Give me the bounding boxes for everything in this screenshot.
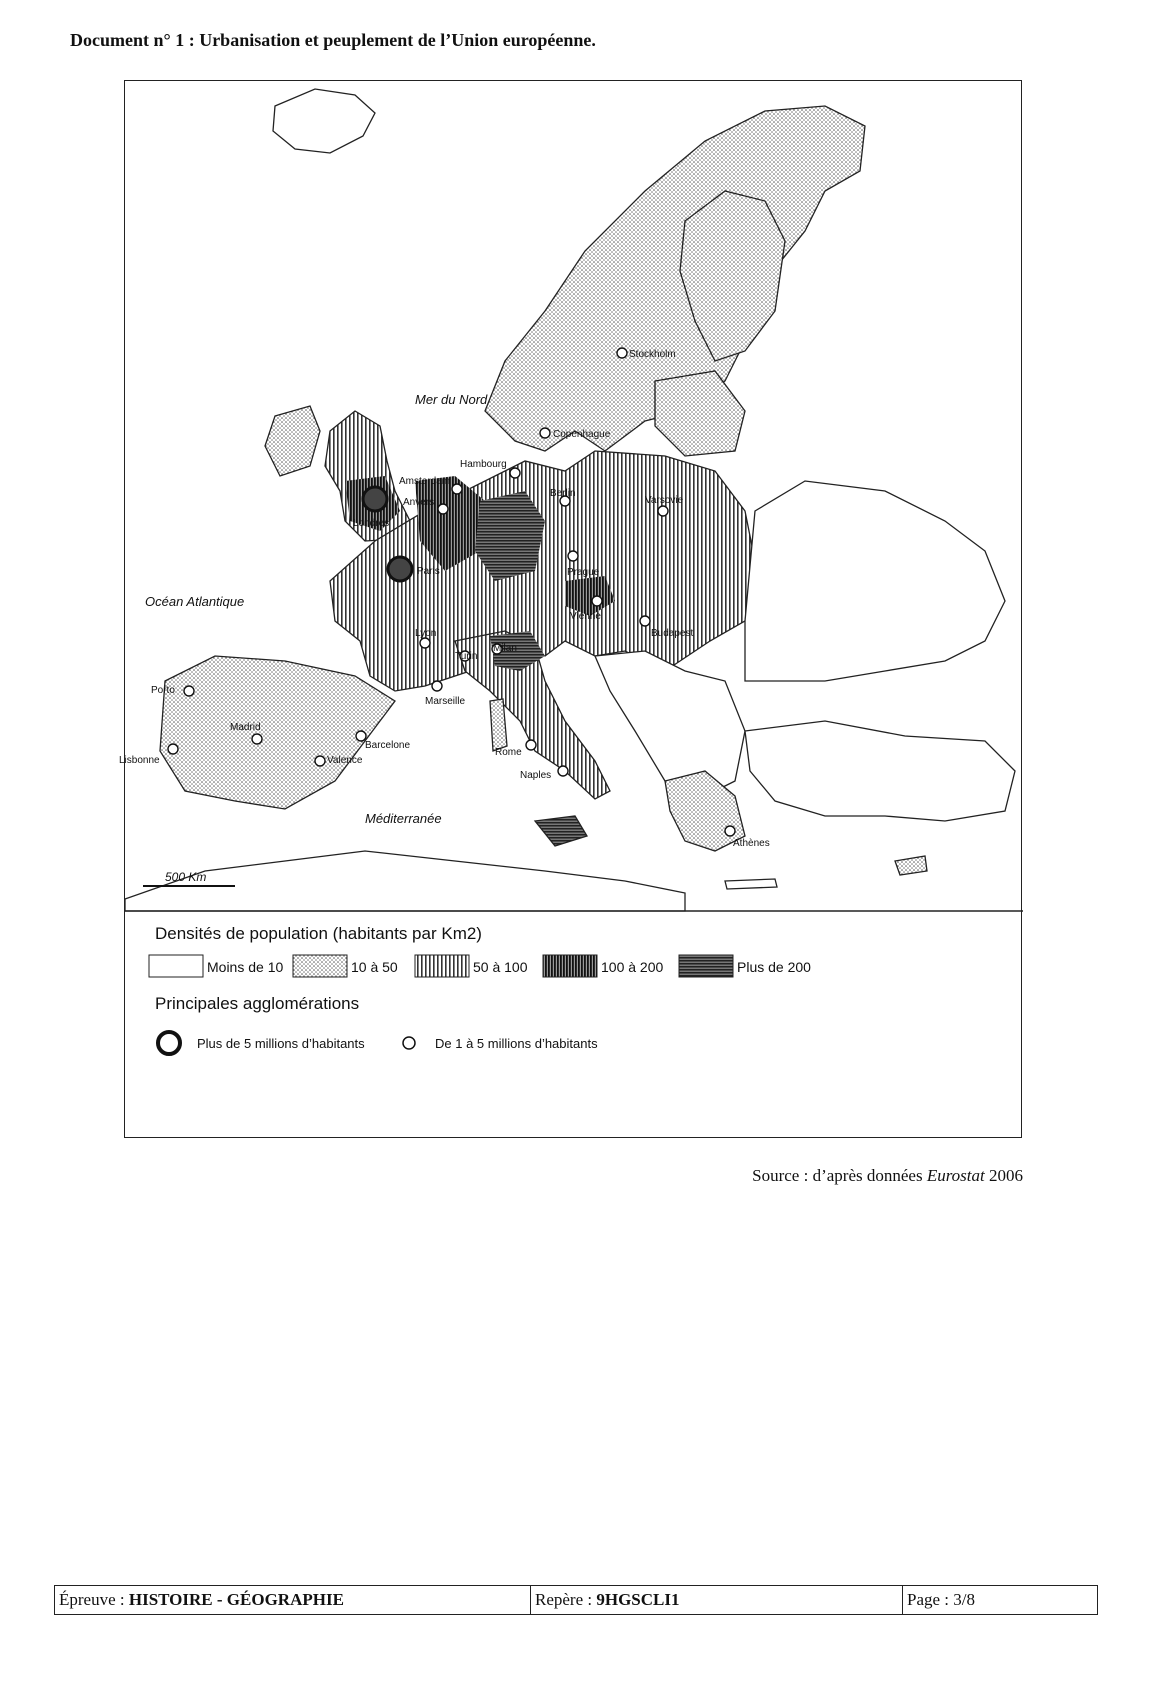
- city-label: Londres: [353, 518, 390, 529]
- legend-class-label: 10 à 50: [351, 959, 398, 975]
- city-label: Stockholm: [629, 349, 676, 360]
- source-year: 2006: [984, 1166, 1023, 1185]
- scale-label: 500 Km: [165, 870, 207, 884]
- city-marker: [558, 766, 568, 776]
- city-marker: [420, 638, 430, 648]
- city-label: Barcelone: [365, 740, 411, 751]
- city-label: Amsterdam: [399, 476, 451, 487]
- baltics-shape: [655, 371, 745, 456]
- europe-density-map: [119, 81, 1023, 1139]
- source-name: Eurostat: [926, 1166, 985, 1185]
- ireland-shape: [265, 406, 320, 476]
- footer-repere: [531, 1586, 903, 1614]
- legend-medium-city-symbol: [403, 1037, 415, 1049]
- source-prefix: Source : d’après données: [752, 1166, 927, 1185]
- legend-large-city-symbol: [158, 1032, 180, 1054]
- iceland-shape: [273, 89, 375, 153]
- city-marker: [184, 686, 194, 696]
- legend-medium-city-label: De 1 à 5 millions d’habitants: [435, 1036, 598, 1051]
- city-marker: [252, 734, 262, 744]
- page-footer: [54, 1585, 1098, 1615]
- legend-swatch-10-50: [293, 955, 347, 977]
- legend-class-label: 100 à 200: [601, 959, 664, 975]
- city-label: Rome: [495, 747, 522, 758]
- city-label: Anvers: [403, 497, 435, 508]
- legend-class-label: Plus de 200: [737, 959, 811, 975]
- city-label: Copenhague: [553, 429, 611, 440]
- north-sea-label: Mer du Nord: [415, 392, 488, 407]
- city-marker: [568, 551, 578, 561]
- city-label: Marseille: [425, 696, 466, 707]
- cyprus-shape: [895, 856, 927, 875]
- atlantic-label: Océan Atlantique: [145, 594, 245, 609]
- legend-large-city-label: Plus de 5 millions d’habitants: [197, 1036, 365, 1051]
- legend: [149, 924, 811, 1054]
- map-figure: [119, 80, 1022, 1138]
- legend-density-title: Densités de population (habitants par Km2): [155, 924, 482, 943]
- legend-agglo-title: Principales agglomérations: [155, 994, 360, 1013]
- legend-swatch-lt10: [149, 955, 203, 977]
- legend-swatch-100-200: [543, 955, 597, 977]
- city-label: Turin: [455, 651, 478, 662]
- footer-epreuve-label: Épreuve :: [59, 1590, 129, 1609]
- city-label: Paris: [417, 566, 440, 577]
- document-title: Document n° 1 : Urbanisation et peuplement de l’Union européenne.: [70, 30, 596, 50]
- crete-shape: [725, 879, 777, 889]
- city-marker: [315, 756, 325, 766]
- city-marker: [640, 616, 650, 626]
- city-marker: [510, 468, 520, 478]
- city-label: Athènes: [733, 838, 770, 849]
- city-label: Prague: [567, 567, 600, 578]
- city-marker: [452, 484, 462, 494]
- city-label: Porto: [151, 685, 175, 696]
- footer-page: [903, 1586, 1097, 1614]
- city-label: Milan: [493, 643, 517, 654]
- city-label: Varsovie: [645, 495, 684, 506]
- footer-epreuve: [55, 1586, 531, 1614]
- city-label: Berlin: [550, 488, 576, 499]
- city-label: Vienne: [570, 611, 601, 622]
- city-label: Naples: [520, 770, 552, 781]
- north-africa-shape: [125, 851, 685, 911]
- city-label: Lisbonne: [119, 755, 160, 766]
- city-marker-large: [363, 487, 387, 511]
- city-marker: [592, 596, 602, 606]
- footer-page-number: Page : 3/8: [907, 1590, 975, 1609]
- city-label: Hambourg: [460, 459, 507, 470]
- city-label: Lyon: [415, 628, 437, 639]
- source-note: [752, 1166, 1023, 1186]
- legend-class-label: Moins de 10: [207, 959, 284, 975]
- city-marker: [540, 428, 550, 438]
- city-marker-large: [388, 557, 412, 581]
- city-label: Madrid: [230, 722, 261, 733]
- legend-swatch-50-100: [415, 955, 469, 977]
- sardinia-shape: [490, 699, 507, 751]
- sicily-shape: [535, 816, 587, 846]
- city-label: Valence: [327, 755, 363, 766]
- footer-epreuve-value: HISTOIRE - GÉOGRAPHIE: [128, 1590, 344, 1609]
- city-marker: [432, 681, 442, 691]
- city-marker: [438, 504, 448, 514]
- legend-swatch-gt200: [679, 955, 733, 977]
- city-marker: [617, 348, 627, 358]
- legend-class-label: 50 à 100: [473, 959, 528, 975]
- city-marker: [658, 506, 668, 516]
- balkans-shape: [595, 651, 745, 801]
- anatolia-shape: [745, 721, 1015, 821]
- city-marker: [725, 826, 735, 836]
- city-marker: [526, 740, 536, 750]
- footer-repere-label: Repère :: [535, 1590, 597, 1609]
- footer-repere-value: 9HGSCLI1: [596, 1590, 680, 1609]
- city-label: Budapest: [651, 628, 694, 639]
- mediterranean-label: Méditerranée: [365, 811, 442, 826]
- eastern-europe-shape: [745, 481, 1005, 681]
- city-marker: [168, 744, 178, 754]
